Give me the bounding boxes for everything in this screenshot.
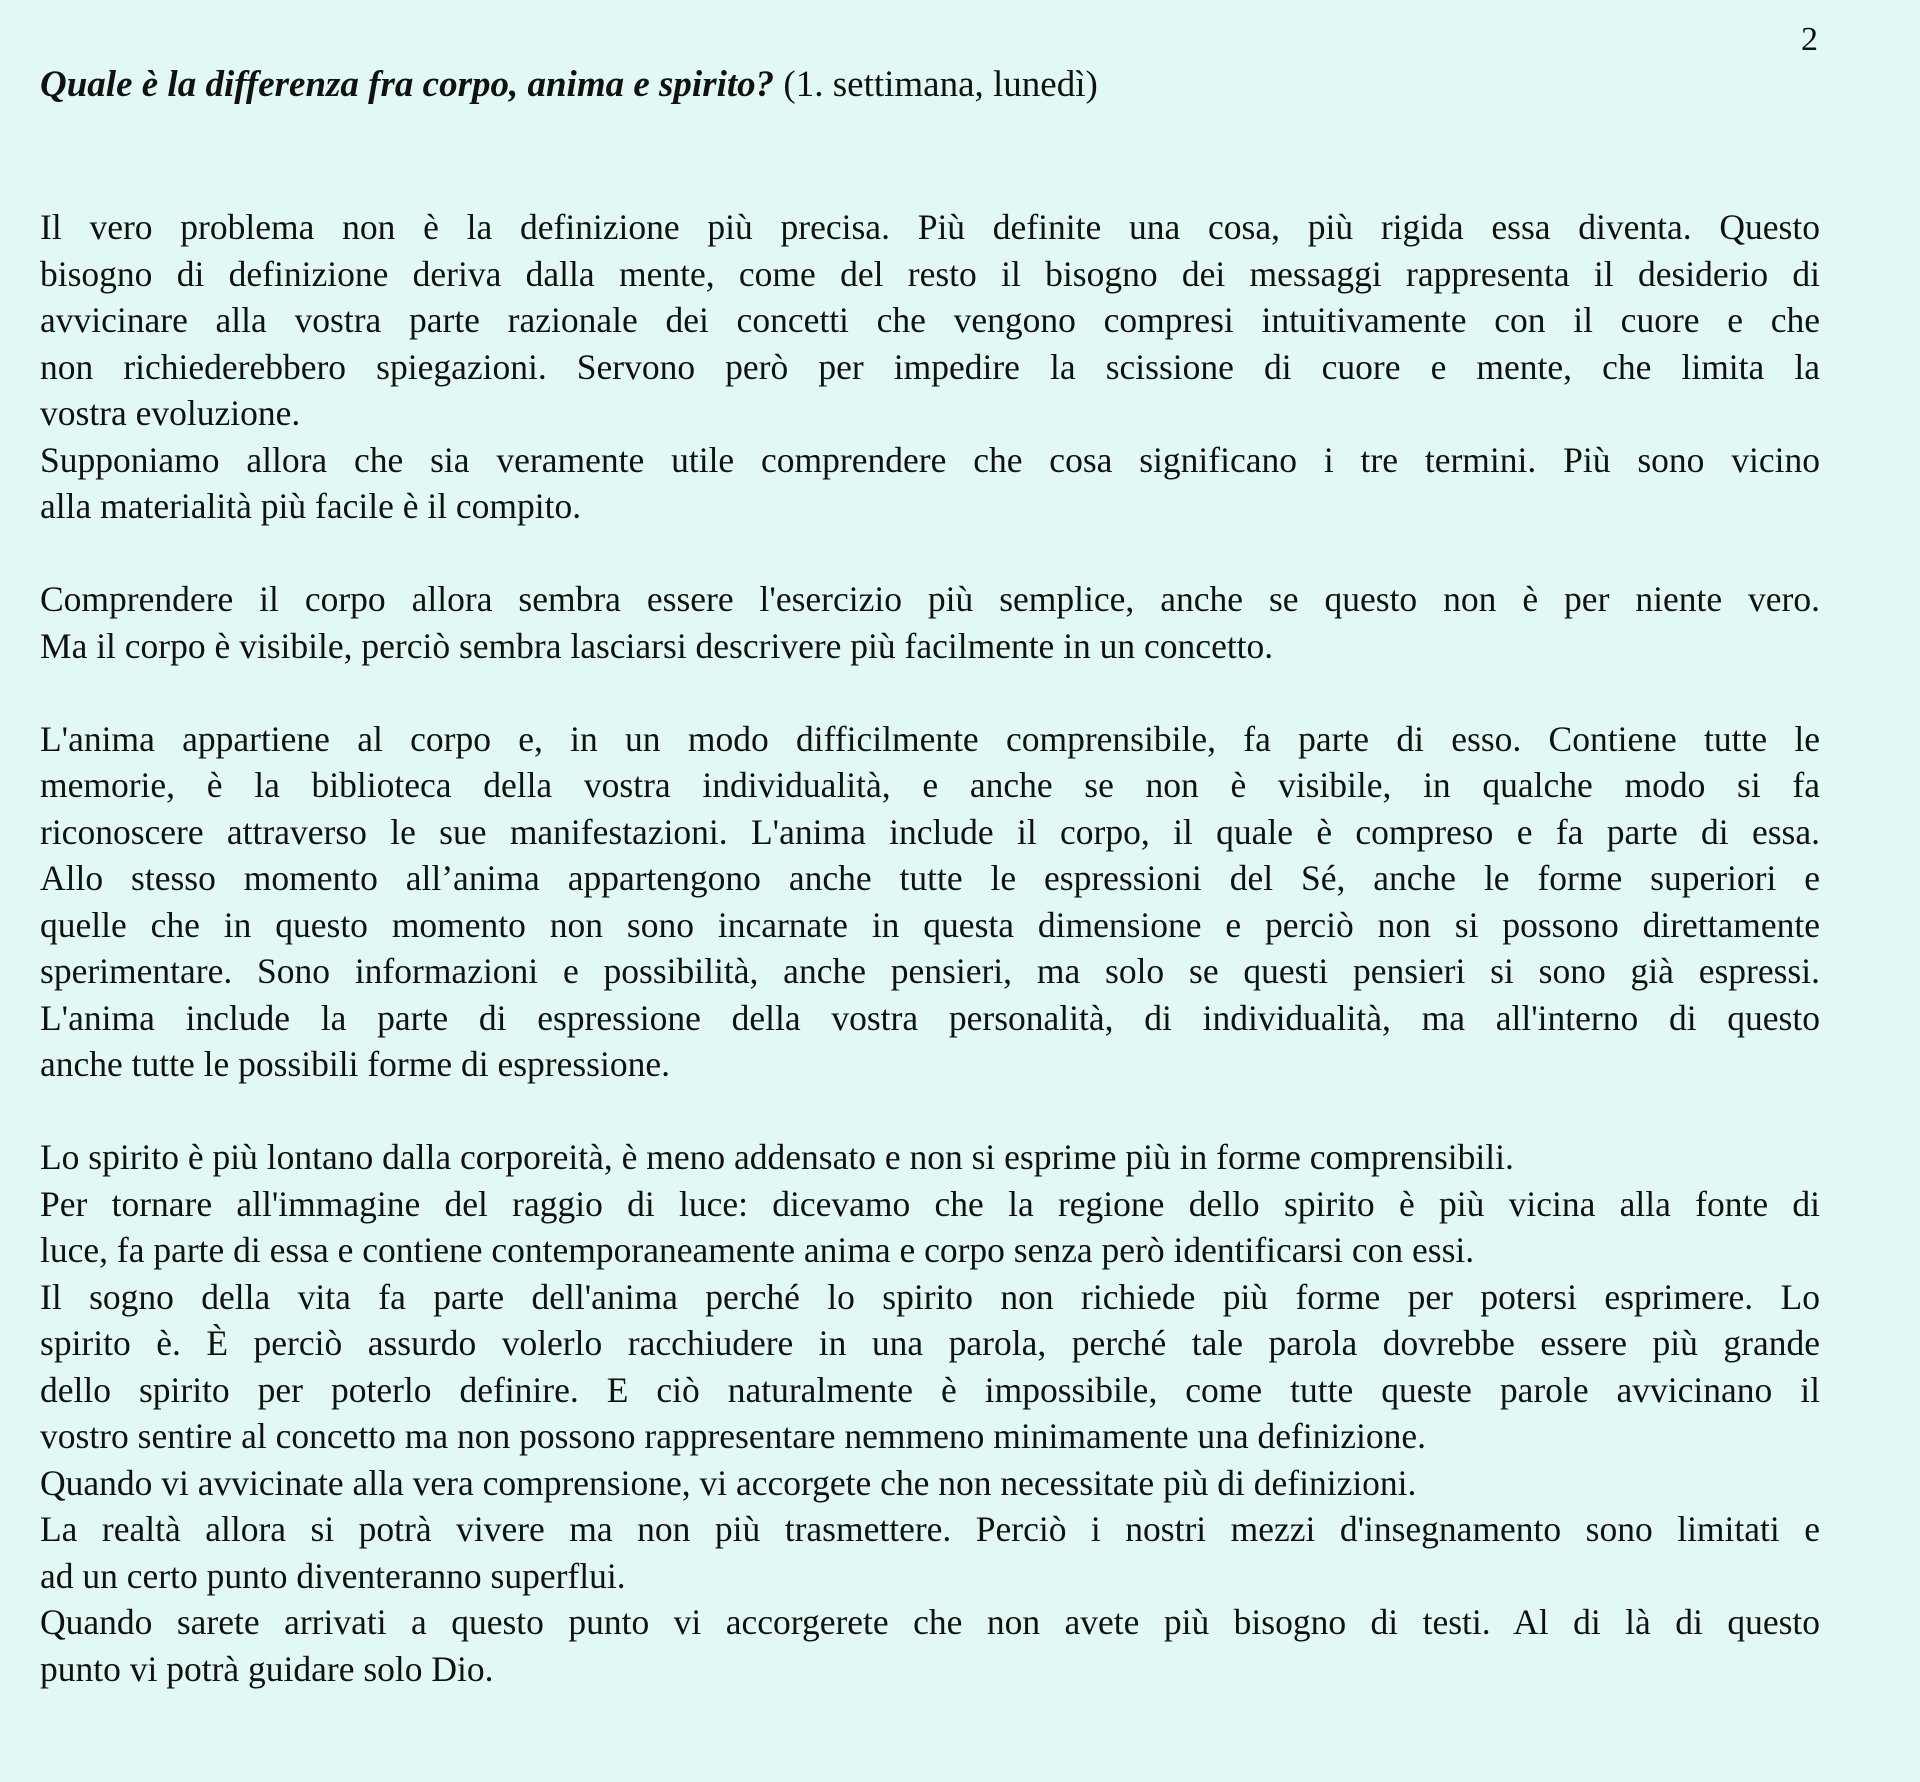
text-line: Comprendere il corpo allora sembra essere l'esercizio più semplice, anche se questo non è per niente vero.	[40, 579, 1820, 619]
text-line: Il vero problema non è la definizione più precisa. Più definite una cosa, più rigida essa diventa. Questo	[40, 207, 1820, 247]
text-line: Supponiamo allora che sia veramente utile comprendere che cosa significano i tre termini. Più sono vicino	[40, 439, 1820, 480]
paragraph-gap	[40, 1088, 1820, 1135]
paragraph-7	[40, 1274, 1820, 1460]
paragraph-9	[40, 1506, 1820, 1599]
text-line: anche tutte le possibili forme di espressione.	[40, 1044, 670, 1084]
paragraph-4	[40, 716, 1820, 1088]
text-line: vostra evoluzione.	[40, 393, 301, 433]
text-line: riconoscere attraverso le sue manifestazioni. L'anima include il corpo, il quale è compreso e fa parte di essa.	[40, 811, 1820, 852]
text-line: L'anima include la parte di espressione della vostra personalità, di individualità, ma all'interno di questo	[40, 997, 1820, 1038]
text-line: L'anima appartiene al corpo e, in un modo difficilmente comprensibile, fa parte di esso. Contiene tutte le	[40, 718, 1820, 759]
paragraph-5	[40, 1134, 1820, 1181]
text-line: Allo stesso momento all’anima appartengono anche tutte le espressioni del Sé, anche le forme superiori e	[40, 858, 1820, 898]
text-line: Per tornare all'immagine del raggio di luce: dicevamo che la regione dello spirito è più vicina alla fonte di	[40, 1183, 1820, 1224]
page-title	[40, 60, 1098, 110]
paragraph-2	[40, 437, 1820, 530]
text-line: dello spirito per poterlo definire. E ciò naturalmente è impossibile, come tutte queste parole avvicinano il	[40, 1369, 1820, 1410]
text-line: spirito è. È perciò assurdo volerlo racchiudere in una parola, perché tale parola dovrebbe essere più grande	[40, 1323, 1820, 1363]
title-question: Quale è la differenza fra corpo, anima e spirito?	[40, 64, 775, 105]
title-subtitle: (1. settimana, lunedì)	[783, 64, 1098, 105]
paragraph-gap	[40, 669, 1820, 716]
text-line: sperimentare. Sono informazioni e possibilità, anche pensieri, ma solo se questi pensieri si sono già espressi.	[40, 951, 1820, 991]
text-line: Lo spirito è più lontano dalla corporeità, è meno addensato e non si esprime più in forme comprensibili.	[40, 1137, 1514, 1177]
paragraph-3	[40, 576, 1820, 669]
paragraph-8	[40, 1460, 1820, 1507]
text-line: Quando sarete arrivati a questo punto vi accorgerete che non avete più bisogno di testi. Al di là di questo	[40, 1602, 1820, 1642]
text-line: quelle che in questo momento non sono incarnate in questa dimensione e perciò non si possono direttamente	[40, 904, 1820, 945]
text-line: alla materialità più facile è il compito.	[40, 486, 582, 526]
page-number: 2	[1801, 21, 1818, 58]
text-line: vostro sentire al concetto ma non possono rappresentare nemmeno minimamente una definizione.	[40, 1416, 1427, 1456]
paragraph-1	[40, 204, 1820, 437]
text-line: Quando vi avvicinate alla vera comprensione, vi accorgete che non necessitate più di definizioni.	[40, 1462, 1417, 1503]
text-line: ad un certo punto diventeranno superflui.	[40, 1555, 626, 1596]
text-line: non richiederebbero spiegazioni. Servono però per impedire la scissione di cuore e mente, che limita la	[40, 346, 1820, 387]
paragraph-6	[40, 1181, 1820, 1274]
paragraph-gap	[40, 530, 1820, 577]
text-line: Ma il corpo è visibile, perciò sembra lasciarsi descrivere più facilmente in un concetto.	[40, 625, 1274, 666]
text-line: Il sogno della vita fa parte dell'anima perché lo spirito non richiede più forme per potersi esprimere. Lo	[40, 1276, 1820, 1317]
text-line: punto vi potrà guidare solo Dio.	[40, 1648, 494, 1689]
paragraph-10	[40, 1599, 1820, 1692]
text-line: avvicinare alla vostra parte razionale dei concetti che vengono compresi intuitivamente con il cuore e che	[40, 300, 1820, 340]
document-body	[40, 204, 1820, 1692]
text-line: La realtà allora si potrà vivere ma non più trasmettere. Perciò i nostri mezzi d'insegnamento sono limitati e	[40, 1509, 1820, 1549]
text-line: bisogno di definizione deriva dalla mente, come del resto il bisogno dei messaggi rappresenta il desiderio di	[40, 253, 1820, 294]
text-line: luce, fa parte di essa e contiene contemporaneamente anima e corpo senza però identificarsi con essi.	[40, 1230, 1475, 1270]
text-line: memorie, è la biblioteca della vostra individualità, e anche se non è visibile, in qualche modo si fa	[40, 765, 1820, 805]
